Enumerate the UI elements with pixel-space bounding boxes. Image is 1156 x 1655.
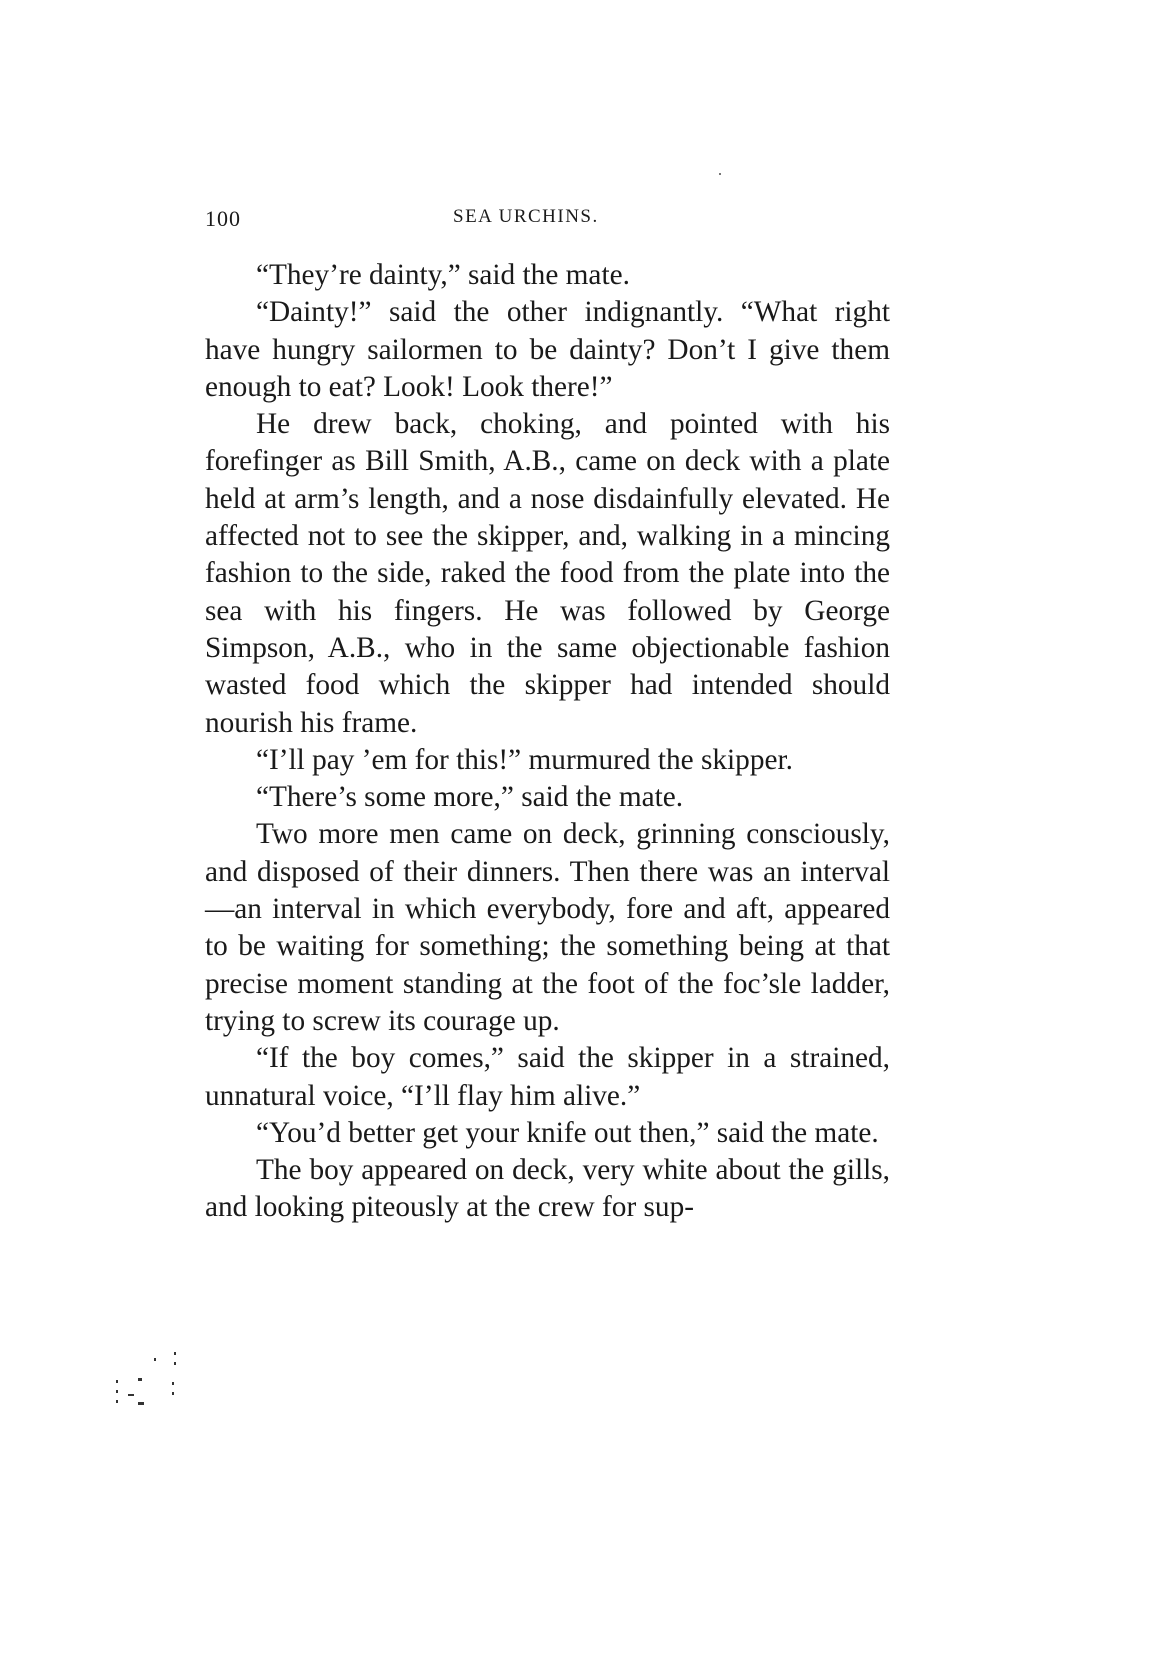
margin-specks (114, 1350, 184, 1410)
paragraph: “There’s some more,” said the mate. (256, 781, 684, 814)
paragraph: He drew back, choking, and pointed with his forefinger as Bill Smith, A.B., came on deck with a plate held at arm’s length, and a nose disdainfully elevated. He affected not to see the skipper, and, walking in a mincing fashion to the side, raked the food from the plate into the sea with his fingers. He was followed by George Simpson, A.B., who in the same objectionable fashion wasted food which the skipper had intended should nourish his frame. (205, 408, 890, 739)
paragraph: Two more men came on deck, grinning consciously, and disposed of their dinners. Then there was an interval—an interval in which everybody, fore and aft, appeared to be waiting for something; the something being at that precise moment standing at the foot of the foc’sle ladder, trying to screw its courage up. (205, 818, 890, 1037)
paragraph: The boy appeared on deck, very white about the gills, and looking piteously at the crew for sup- (205, 1154, 890, 1224)
stray-mark (719, 173, 721, 175)
page-number: 100 (205, 206, 241, 231)
paragraph: “They’re dainty,” said the mate. (256, 259, 630, 291)
paragraph: “I’ll pay ’em for this!” murmured the skipper. (256, 743, 793, 776)
paragraph: “Dainty!” said the other indignantly. “What right have hungry sailormen to be dainty? Don’t I give them enough to eat? Look! Look there!” (205, 296, 890, 403)
paragraph: “You’d better get your knife out then,” said the mate. (256, 1116, 879, 1149)
running-title: SEA URCHINS. (453, 206, 599, 227)
paragraph: “If the boy comes,” said the skipper in a strained, unnatural voice, “I’ll flay him alive.” (205, 1042, 890, 1112)
page-header (205, 206, 890, 236)
body-text (205, 257, 890, 1227)
